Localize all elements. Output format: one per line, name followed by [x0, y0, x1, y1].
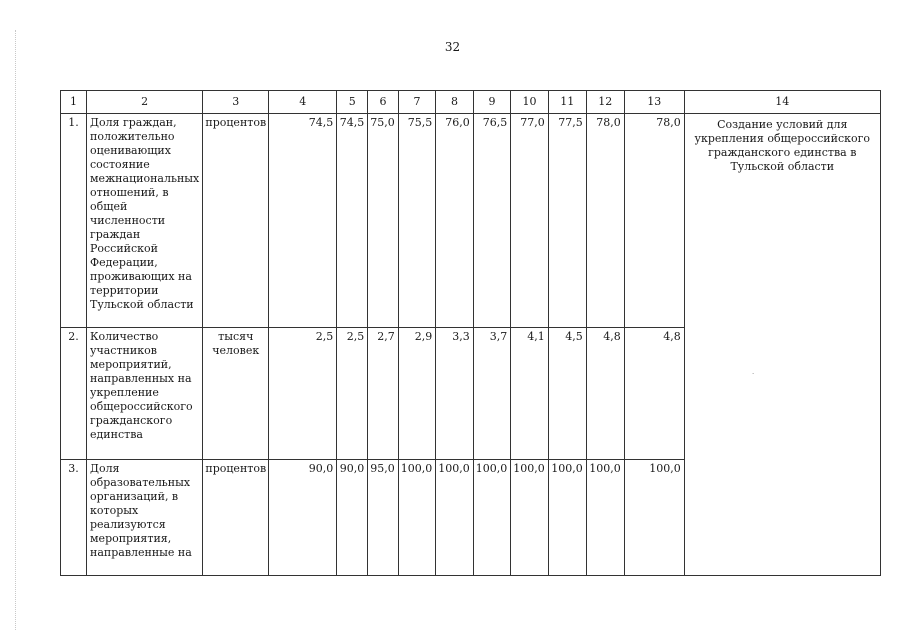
column-header: 11	[548, 91, 586, 114]
indicator-name-line: участников	[90, 344, 157, 357]
value-cell: 100,0	[624, 460, 684, 576]
indicator-name-line: территории	[90, 284, 159, 297]
indicator-name	[87, 114, 203, 328]
scan-dot: ·	[752, 370, 755, 378]
table-row	[61, 114, 881, 328]
unit-cell: процентов	[203, 114, 269, 328]
indicator-name-line: оценивающих	[90, 144, 171, 157]
indicator-name-line: образовательных	[90, 476, 191, 489]
indicators-table	[60, 90, 881, 576]
value-cell: 100,0	[473, 460, 511, 576]
indicator-name-line: организаций, в	[90, 490, 179, 503]
column-header: 5	[337, 91, 368, 114]
row-number: 2.	[61, 328, 87, 460]
row-number: 3.	[61, 460, 87, 576]
value-cell: 77,0	[511, 114, 549, 328]
column-header: 8	[436, 91, 474, 114]
value-cell: 74,5	[337, 114, 368, 328]
column-header: 14	[684, 91, 880, 114]
value-cell: 2,9	[398, 328, 436, 460]
goal-description: Создание условий для укрепления общероссийского гражданского единства в Тульской области	[684, 114, 880, 576]
value-cell: 76,0	[436, 114, 474, 328]
column-header: 1	[61, 91, 87, 114]
indicator-name-line: укрепление	[90, 386, 159, 399]
indicator-name-line: Доля граждан,	[90, 116, 177, 129]
value-cell: 76,5	[473, 114, 511, 328]
indicator-name-line: Доля	[90, 462, 120, 475]
indicator-name-line: отношений, в	[90, 186, 169, 199]
value-cell: 4,1	[511, 328, 549, 460]
indicator-name-line: мероприятий,	[90, 358, 172, 371]
value-cell: 3,3	[436, 328, 474, 460]
value-cell: 90,0	[337, 460, 368, 576]
indicator-name-line: Российской	[90, 242, 158, 255]
indicator-name-line: проживающих на	[90, 270, 192, 283]
column-header: 3	[203, 91, 269, 114]
value-cell: 78,0	[586, 114, 624, 328]
value-cell: 2,7	[368, 328, 399, 460]
value-cell: 100,0	[586, 460, 624, 576]
indicator-name	[87, 328, 203, 460]
column-header: 7	[398, 91, 436, 114]
indicator-name-line: мероприятия,	[90, 532, 172, 545]
indicator-name-line: Тульской области	[90, 298, 194, 311]
indicator-name-line: единства	[90, 428, 143, 441]
indicator-name-line: направленных на	[90, 372, 192, 385]
value-cell: 100,0	[548, 460, 586, 576]
column-header: 9	[473, 91, 511, 114]
value-cell: 2,5	[269, 328, 337, 460]
value-cell: 75,5	[398, 114, 436, 328]
value-cell: 2,5	[337, 328, 368, 460]
indicator-name-line: межнациональных	[90, 172, 200, 185]
column-header: 12	[586, 91, 624, 114]
page-number: 32	[444, 40, 461, 54]
value-cell: 4,5	[548, 328, 586, 460]
value-cell: 100,0	[398, 460, 436, 576]
indicator-name-line: граждан	[90, 228, 141, 241]
value-cell: 3,7	[473, 328, 511, 460]
table-header-row	[61, 91, 881, 114]
indicator-name-line: реализуются	[90, 518, 166, 531]
column-header: 13	[624, 91, 684, 114]
indicator-name-line: которых	[90, 504, 139, 517]
indicator-name-line: общероссийского	[90, 400, 193, 413]
binding-margin-marks	[15, 30, 18, 630]
indicator-name-line: Федерации,	[90, 256, 158, 269]
value-cell: 4,8	[624, 328, 684, 460]
unit-cell: процентов	[203, 460, 269, 576]
indicator-name	[87, 460, 203, 576]
value-cell: 100,0	[436, 460, 474, 576]
value-cell: 78,0	[624, 114, 684, 328]
unit-cell: тысяч человек	[203, 328, 269, 460]
column-header: 10	[511, 91, 549, 114]
column-header: 4	[269, 91, 337, 114]
column-header: 6	[368, 91, 399, 114]
value-cell: 75,0	[368, 114, 399, 328]
indicator-name-line: общей	[90, 200, 128, 213]
column-header: 2	[87, 91, 203, 114]
value-cell: 74,5	[269, 114, 337, 328]
indicator-name-line: гражданского	[90, 414, 173, 427]
indicator-name-line: численности	[90, 214, 166, 227]
row-number: 1.	[61, 114, 87, 328]
indicator-name-line: положительно	[90, 130, 175, 143]
value-cell: 4,8	[586, 328, 624, 460]
value-cell: 95,0	[368, 460, 399, 576]
indicator-name-line: состояние	[90, 158, 150, 171]
indicator-name-line: направленные на	[90, 546, 192, 559]
indicator-name-line: Количество	[90, 330, 159, 343]
value-cell: 77,5	[548, 114, 586, 328]
value-cell: 100,0	[511, 460, 549, 576]
value-cell: 90,0	[269, 460, 337, 576]
